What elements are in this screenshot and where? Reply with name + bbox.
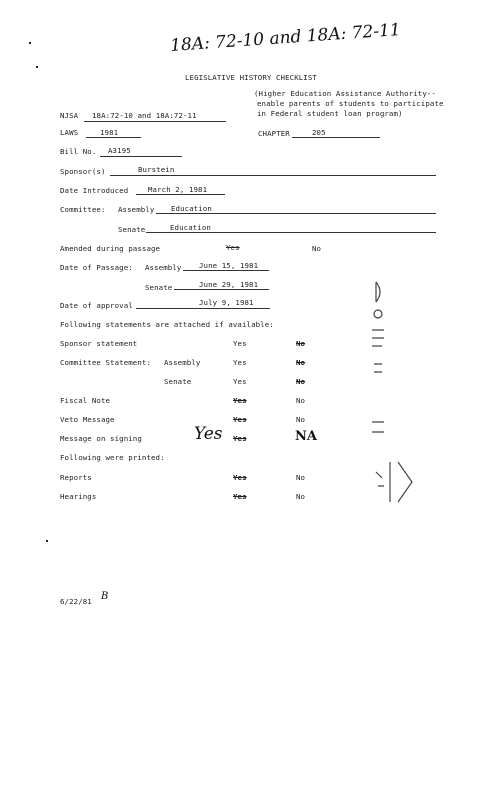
committee-statement-senate-yes: Yes [233,377,247,386]
page-title: LEGISLATIVE HISTORY CHECKLIST [185,73,317,82]
amended-label: Amended during passage [60,244,161,253]
hearings-yes: Yes [233,492,247,501]
chapter-underline [292,137,380,138]
passage-senate-underline [174,289,269,290]
date-introduced-value: March 2, 1981 [148,185,208,194]
sponsor-label: Sponsor(s) [60,167,106,176]
hearings-no: No [296,492,306,501]
handwritten-statute-header: 18A: 72-10 and 18A: 72-11 [169,19,402,57]
date-introduced-label: Date Introduced [60,186,129,195]
committee-assembly-underline [156,213,436,214]
sponsor-statement-yes: Yes [233,339,247,348]
sponsor-underline [110,175,436,176]
reports-no: No [296,473,306,482]
approval-label: Date of approval [60,301,133,310]
laws-underline [86,137,141,138]
committee-statement-senate-no: No [296,377,306,386]
committee-statement-senate-label: Senate [164,377,192,386]
njsa-underline [84,121,226,122]
sponsor-statement-label: Sponsor statement [60,339,138,348]
message-on-signing-label: Message on signing [60,434,142,443]
scan-speck [29,42,31,44]
fiscal-note-yes: Yes [233,396,247,405]
chapter-label: CHAPTER [258,129,290,138]
date-introduced-underline [136,194,225,195]
laws-value: 1981 [100,128,119,137]
sponsor-statement-no: No [296,339,306,348]
committee-statement-assembly-yes: Yes [233,358,247,367]
passage-senate-label: Senate [145,283,173,292]
approval-underline [136,308,270,309]
committee-statement-assembly-no: No [296,358,306,367]
passage-assembly-underline [183,270,269,271]
fiscal-note-label: Fiscal Note [60,396,111,405]
footer-code: 6/22/81 [60,597,92,606]
scan-speck [36,66,38,68]
passage-assembly-label: Assembly [145,263,182,272]
attached-heading: Following statements are attached if available: [60,320,274,329]
bill-underline [100,156,182,157]
committee-assembly-label: Assembly [118,205,155,214]
passage-label: Date of Passage: [60,263,133,272]
passage-assembly-value: June 15, 1981 [199,261,259,270]
bill-value: A3195 [108,146,131,155]
sponsor-value: Burstein [138,165,175,174]
njsa-label: NJSA [60,111,79,120]
committee-label: Committee: [60,205,106,214]
printed-heading: Following were printed: [60,453,165,462]
scan-speck [46,540,48,542]
passage-senate-value: June 29, 1981 [199,280,259,289]
veto-message-no: No [296,415,306,424]
njsa-value: 18A:72-10 and 18A:72-11 [92,111,197,120]
message-on-signing-yes: Yes [233,434,247,443]
chapter-value: 205 [312,128,326,137]
veto-message-label: Veto Message [60,415,115,424]
handwritten-na-mark: NA [295,429,317,444]
bill-label: Bill No. [60,147,97,156]
committee-statement-assembly-label: Assembly [164,358,201,367]
bleed-through-stamp [362,272,422,512]
committee-senate-value: Education [170,223,211,232]
handwritten-yes: Yes [194,424,223,444]
approval-value: July 9, 1981 [199,298,254,307]
committee-statement-label: Committee Statement: [60,358,151,367]
amended-yes: Yes [226,243,240,252]
laws-label: LAWS [60,128,79,137]
committee-senate-underline [146,232,436,233]
footer-handwritten-mark: B [101,591,109,602]
hearings-label: Hearings [60,492,97,501]
reports-yes: Yes [233,473,247,482]
fiscal-note-no: No [296,396,306,405]
committee-assembly-value: Education [171,204,212,213]
committee-senate-label: Senate [118,225,146,234]
amended-no: No [312,244,322,253]
reports-label: Reports [60,473,92,482]
veto-message-yes: Yes [233,415,247,424]
description-line-2: enable parents of students to participate [257,99,444,108]
description-line-1: (Higher Education Assistance Authority-- [254,89,436,98]
description-line-3: in Federal student loan program) [257,109,403,118]
